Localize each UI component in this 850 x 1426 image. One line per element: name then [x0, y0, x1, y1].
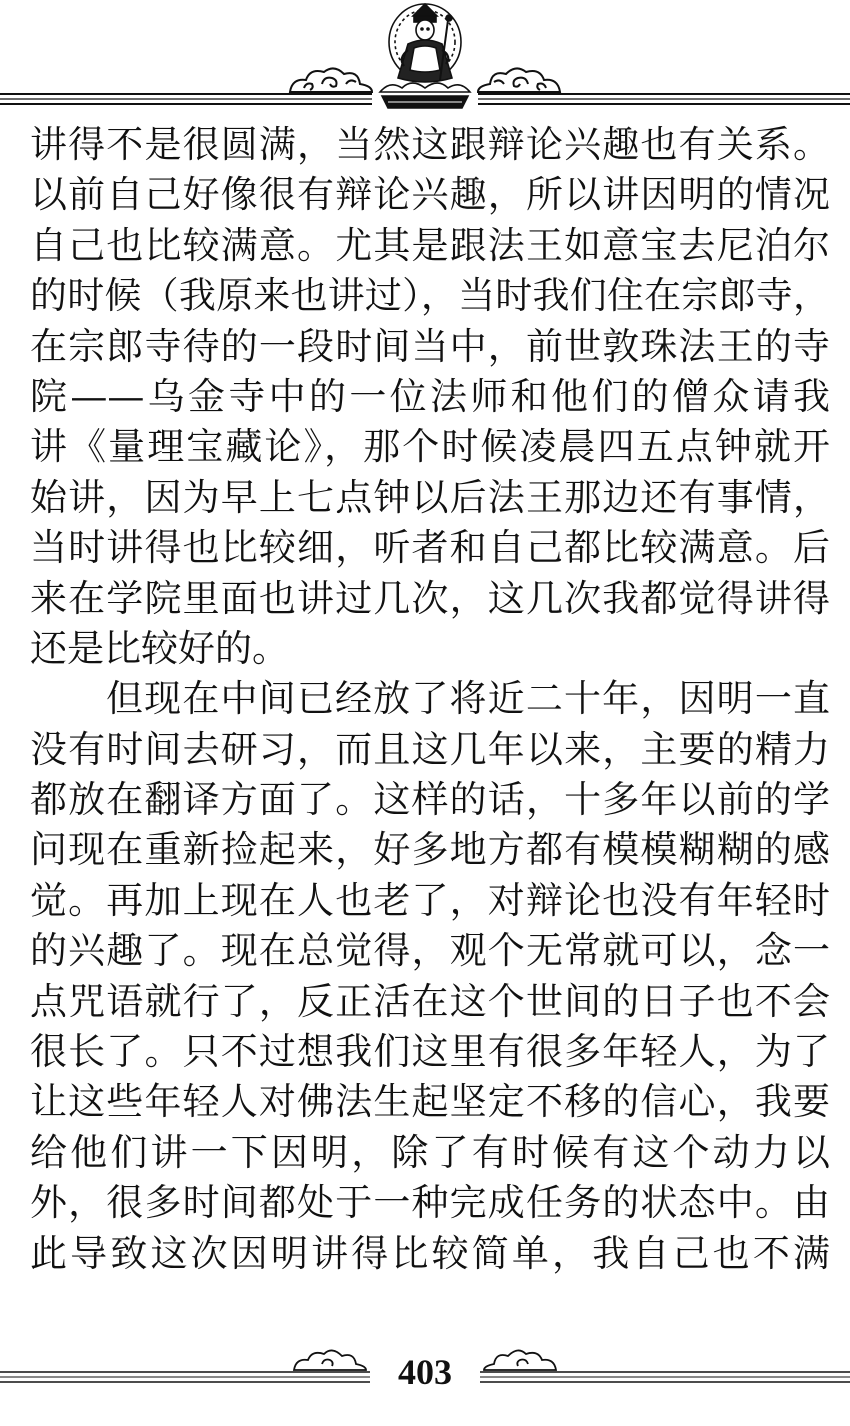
- text-line: 外，很多时间都处于一种完成任务的状态中。由: [30, 1181, 830, 1225]
- text-line: 当时讲得也比较细，听者和自己都比较满意。后: [30, 526, 830, 570]
- text-line: 始讲，因为早上七点钟以后法王那边还有事情，: [30, 475, 830, 519]
- text-line: 没有时间去研习，而且这几年以来，主要的精力: [30, 727, 830, 771]
- text-line: 在宗郎寺待的一段时间当中，前世敦珠法王的寺: [30, 324, 830, 368]
- text-line: 觉。再加上现在人也老了，对辩论也没有年轻时: [30, 878, 830, 922]
- text-line: 问现在重新捡起来，好多地方都有模模糊糊的感: [30, 828, 830, 872]
- header-ornament: [0, 0, 850, 112]
- header-rule-right: [478, 94, 850, 104]
- text-line: 来在学院里面也讲过几次，这几次我都觉得讲得: [30, 576, 830, 620]
- text-line: 讲《量理宝藏论》，那个时候凌晨四五点钟就开: [30, 425, 830, 469]
- cloud-scroll-left-icon: [290, 68, 372, 92]
- header-rule-left: [0, 94, 372, 104]
- body-text: [30, 120, 830, 1279]
- text-line: 的兴趣了。现在总觉得，观个无常就可以，念一: [30, 929, 830, 973]
- text-line: 以前自己好像很有辩论兴趣，所以讲因明的情况: [30, 173, 830, 217]
- text-line: 自己也比较满意。尤其是跟法王如意宝去尼泊尔: [30, 223, 830, 267]
- cloud-scroll-right-icon: [478, 68, 560, 92]
- deity-figure-icon: [380, 4, 470, 108]
- text-line: 点咒语就行了，反正活在这个世间的日子也不会: [30, 979, 830, 1023]
- page-header: [0, 0, 850, 112]
- text-line: 此导致这次因明讲得比较简单，我自己也不满: [30, 1231, 830, 1275]
- text-line: 院——乌金寺中的一位法师和他们的僧众请我: [30, 374, 830, 418]
- text-line: 的时候（我原来也讲过），当时我们住在宗郎寺，: [30, 274, 830, 318]
- text-line: 讲得不是很圆满，当然这跟辩论兴趣也有关系。: [30, 123, 830, 166]
- text-line-paragraph-start: 但现在中间已经放了将近二十年，因明一直: [106, 677, 830, 721]
- text-line: 还是比较好的。: [30, 626, 289, 670]
- page-number: 403: [398, 1352, 452, 1392]
- text-line: 给他们讲一下因明，除了有时候有这个动力以: [30, 1130, 830, 1174]
- text-line: 都放在翻译方面了。这样的话，十多年以前的学: [30, 778, 830, 822]
- text-line: 让这些年轻人对佛法生起坚定不移的信心，我要: [30, 1080, 830, 1124]
- text-line: 很长了。只不过想我们这里有很多年轻人，为了: [30, 1030, 830, 1074]
